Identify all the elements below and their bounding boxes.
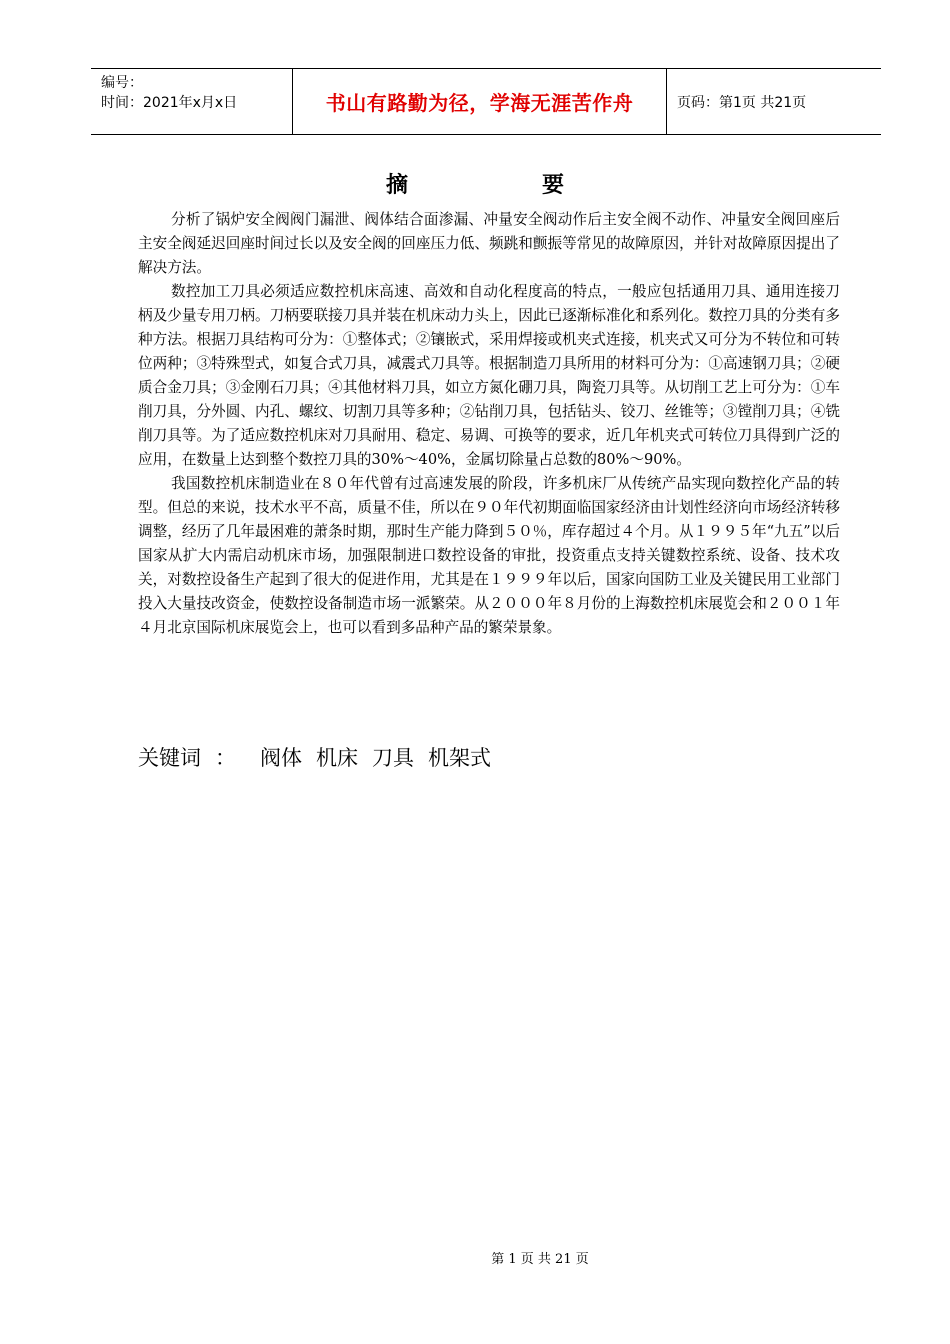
keywords-colon: ： <box>215 746 236 770</box>
keywords-label: 关键词 <box>138 746 201 770</box>
paragraph-3: 我国数控机床制造业在８０年代曾有过高速发展的阶段，许多机床厂从传统产品实现向数控化产品的转型。但总的来说，技术水平不高，质量不佳，所以在９０年代初期面临国家经济由计划性经济向市场经济转移调整，经历了几年最困难的萧条时期，那时生产能力降到５０％，库存超过４个月。从１９９５年“九五”以后国家从扩大内需启动机床市场，加强限制进口数控设备的审批，投资重点支持关键数控系统、设备、技术攻关，对数控设备生产起到了很大的促进作用，尤其是在１９９９年以后，国家向国防工业及关键民用工业部门投入大量技改资金，使数控设备制造市场一派繁荣。从２０００年８月份的上海数控机床展览会和２００１年４月北京国际机床展览会上，也可以看到多品种产品的繁荣景象。 <box>138 475 840 636</box>
date-text: 时间：2021年x月x日 <box>101 95 238 111</box>
keywords-line <box>138 742 505 772</box>
keyword-item: 机架式 <box>428 746 491 770</box>
abstract-title: 摘 要 <box>385 173 594 198</box>
header-meta-cell <box>91 69 293 134</box>
abstract-body <box>138 208 840 640</box>
paragraph-1: 分析了锅炉安全阀阀门漏泄、阀体结合面渗漏、冲量安全阀动作后主安全阀不动作、冲量安全阀回座后主安全阀延迟回座时间过长以及安全阀的回座压力低、频跳和颤振等常见的故障原因，并针对故障原因提出了解决方法。 <box>138 211 840 276</box>
header-motto: 书山有路勤为径，学海无涯苦作舟 <box>293 69 667 134</box>
serial-number-label: 编号： <box>101 75 143 91</box>
page-footer: 第 1 页 共 21 页 <box>491 1252 589 1267</box>
paragraph-2: 数控加工刀具必须适应数控机床高速、高效和自动化程度高的特点，一般应包括通用刀具、通用连接刀柄及少量专用刀柄。刀柄要联接刀具并装在机床动力头上，因此已逐渐标准化和系列化。数控刀具的分类有多种方法。根据刀具结构可分为：①整体式；②镶嵌式，采用焊接或机夹式连接，机夹式又可分为不转位和可转位两种；③特殊型式，如复合式刀具，减震式刀具等。根据制造刀具所用的材料可分为：①高速钢刀具；②硬质合金刀具；③金刚石刀具；④其他材料刀具，如立方氮化硼刀具，陶瓷刀具等。从切削工艺上可分为：①车削刀具，分外圆、内孔、螺纹、切割刀具等多种；②钻削刀具，包括钻头、铰刀、丝锥等；③镗削刀具；④铣削刀具等。为了适应数控机床对刀具耐用、稳定、易调、可换等的要求，近几年机夹式可转位刀具得到广泛的应用，在数量上达到整个数控刀具的30%～40%，金属切除量占总数的80%～90%。 <box>138 283 840 468</box>
keyword-item: 机床 <box>316 746 358 770</box>
keyword-item: 刀具 <box>372 746 414 770</box>
header-page-info: 页码：第1页 共21页 <box>677 94 807 111</box>
document-header <box>91 68 881 135</box>
keyword-item: 阀体 <box>260 746 302 770</box>
